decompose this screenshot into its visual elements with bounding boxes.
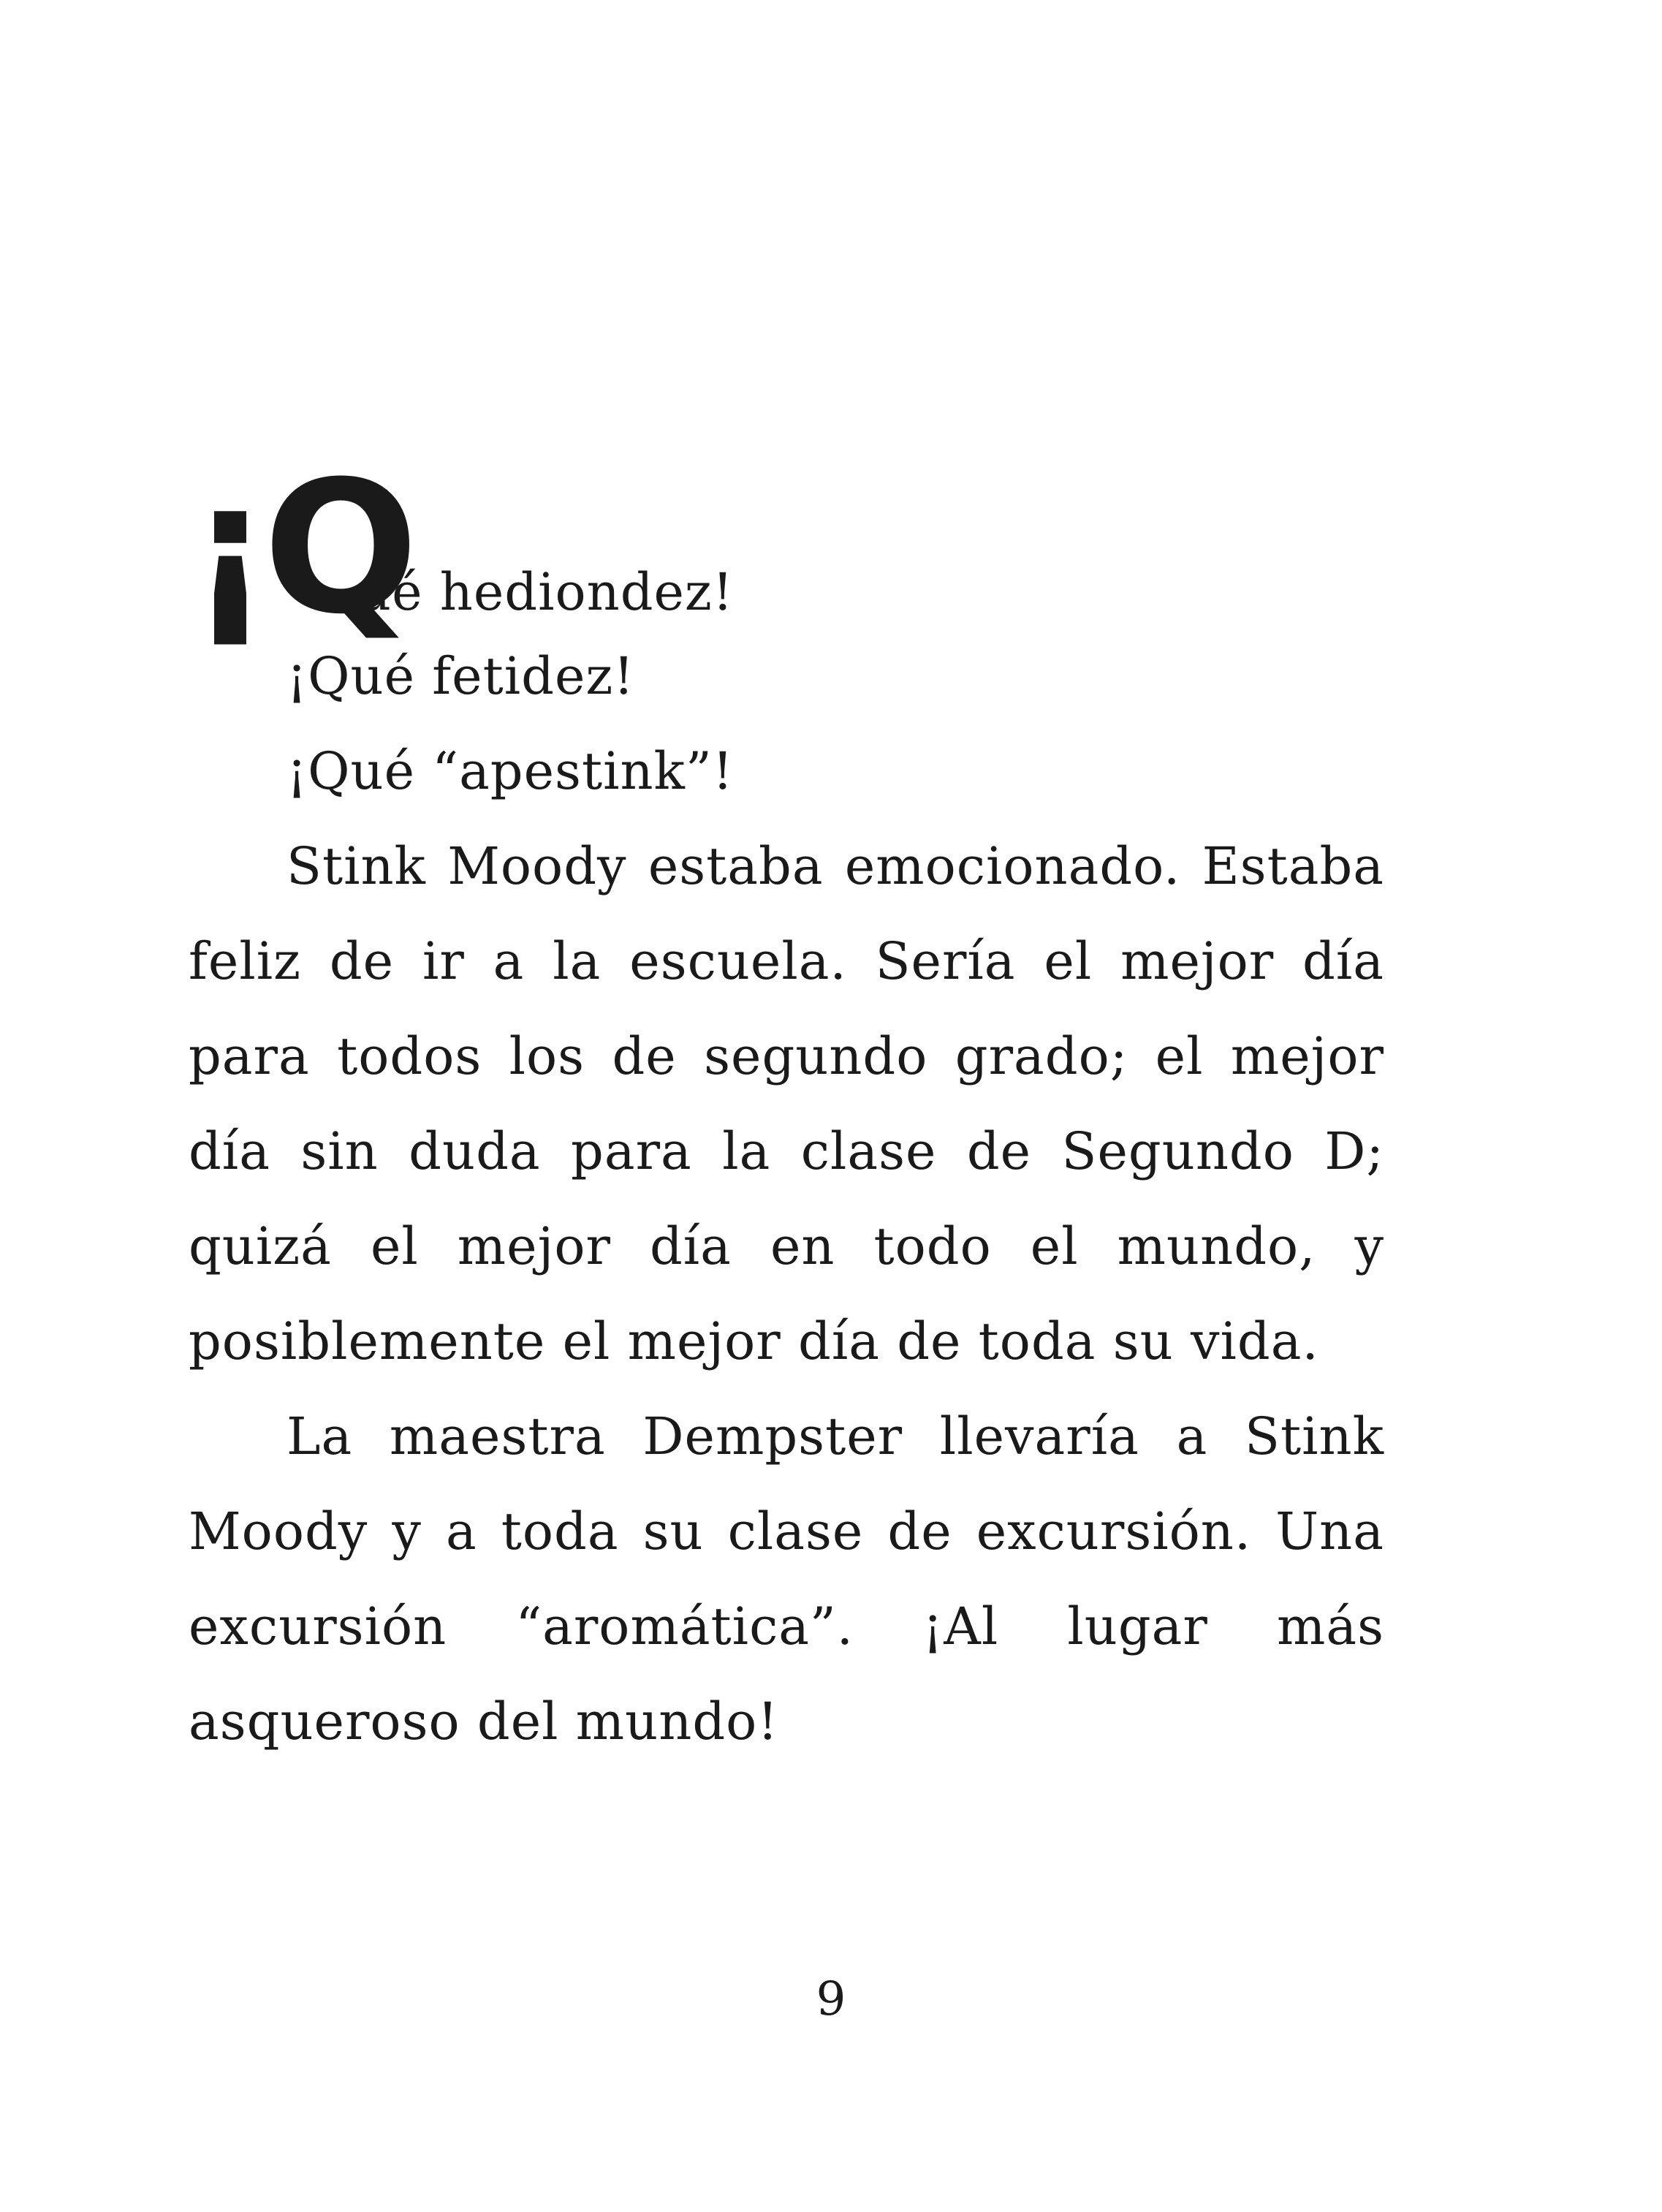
paragraph-2: La maestra Dempster llevaría a Stink Moody y a toda su clase de excursión. Una excursión “aromática”. ¡Al lugar más asqueroso del mundo! (189, 1406, 1384, 1751)
drop-cap: ¡Q (189, 442, 410, 654)
page-number: 9 (816, 1972, 846, 2026)
exclamation-line-2: ¡Qué “apestink”! (287, 741, 734, 801)
exclamation-line-1: ¡Qué fetidez! (287, 646, 635, 706)
paragraph-1: Stink Moody estaba emocionado. Estaba feliz de ir a la escuela. Sería el mejor día para todos los de segundo grado; el mejor día sin duda para la clase de Segundo D; quizá el mejor día en todo el mundo, y posiblemente el mejor día de toda su vida. (189, 836, 1384, 1371)
opening-line-text: ué hediondez! (358, 562, 734, 622)
body-text (189, 442, 1384, 1769)
opening-line (189, 442, 1384, 654)
